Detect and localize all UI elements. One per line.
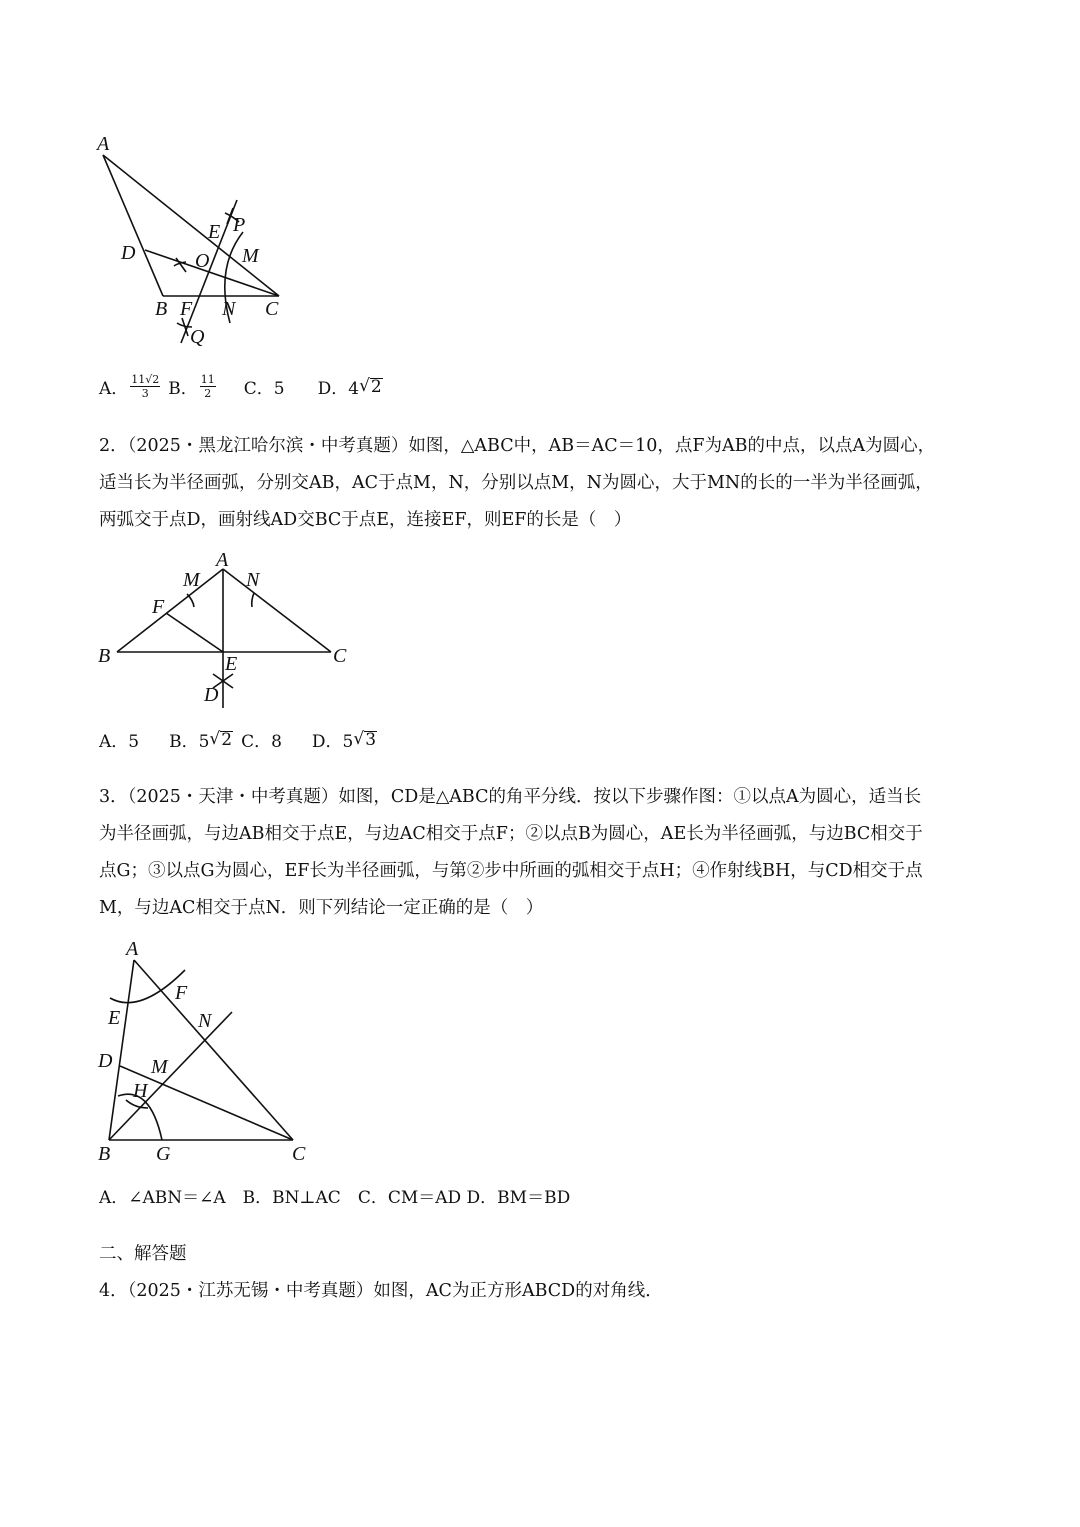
fig2-label-B: B (98, 645, 111, 667)
fig3-label-F: F (175, 982, 188, 1004)
q1-option-b-prefix: B． (168, 378, 198, 399)
section-title: 二、解答题 (99, 1244, 187, 1264)
q2-option-a: A．5 (99, 731, 140, 752)
q2-option-c: C．8 (241, 731, 282, 752)
q2-option-d-radicand: 3 (365, 729, 377, 750)
fig1-label-Q: Q (190, 326, 205, 348)
q2-option-b-prefix: B．5 (169, 731, 210, 752)
fig3-label-E: E (108, 1007, 121, 1029)
fig2-label-C: C (333, 645, 347, 667)
fig3-label-G: G (156, 1143, 171, 1165)
q2-line-2: 适当长为半径画弧，分别交AB，AC于点M，N，分别以点M，N为圆心，大于MN的长的一半为半径画弧， (99, 473, 933, 493)
q4-line-1: 4．（2025・江苏无锡・中考真题）如图，AC为正方形ABCD的对角线． (99, 1281, 663, 1301)
fig2-label-F: F (152, 596, 165, 618)
fig2-label-E: E (225, 653, 238, 675)
q3-line-3: 点G；③以点G为圆心，EF长为半径画弧，与第②步中所画的弧相交于点H；④作射线BH，与CD相交于点 (99, 861, 923, 881)
q3-line-1: 3．（2025・天津・中考真题）如图，CD是△ABC的角平分线．按以下步骤作图：①以点A为圆心，适当长 (99, 787, 922, 807)
q1-option-b-numerator: 11 (200, 372, 215, 386)
fig1-label-C: C (265, 298, 279, 320)
fig3-label-B: B (98, 1143, 111, 1165)
q3-line-4: M，与边AC相交于点N．则下列结论一定正确的是（ ） (99, 898, 544, 918)
q2-line-3: 两弧交于点D，画射线AD交BC于点E，连接EF，则EF的长是（ ） (99, 510, 632, 530)
fig1-label-O: O (195, 250, 210, 272)
q3-options (99, 1183, 570, 1208)
sqrt-sign: √ (359, 376, 370, 396)
sqrt-sign: √ (209, 729, 221, 749)
q3-line-2: 为半径画弧，与边AB相交于点E，与边AC相交于点F；②以点B为圆心，AE长为半径画弧，与边BC相交于 (99, 824, 923, 844)
fig1-label-M: M (242, 245, 259, 267)
fig1-label-F: F (180, 298, 193, 320)
q1-option-c: C．5 (243, 378, 285, 399)
q2-option-d-prefix: D．5 (311, 731, 354, 752)
fig2-label-M: M (183, 569, 200, 591)
fig1-label-D: D (121, 242, 136, 264)
q2-line-1: 2．（2025・黑龙江哈尔滨・中考真题）如图，△ABC中，AB＝AC＝10，点F为AB的中点，以点A为圆心， (99, 436, 936, 456)
q1-option-b-denominator: 2 (204, 386, 212, 400)
fig3-label-H: H (133, 1080, 148, 1102)
fig1-label-P: P (233, 214, 246, 236)
fig3-label-N: N (198, 1010, 212, 1032)
question-4 (99, 1273, 1019, 1310)
fig3-label-M: M (151, 1056, 168, 1078)
fig1-label-A: A (97, 133, 110, 155)
fig2-label-N: N (246, 569, 260, 591)
fig3-label-C: C (292, 1143, 306, 1165)
q2-option-b-radicand: 2 (221, 729, 233, 750)
fig1-label-N: N (222, 298, 236, 320)
fig1-label-B: B (155, 298, 168, 320)
q1-option-a-prefix: A． (99, 378, 129, 399)
fig3-label-D: D (98, 1050, 113, 1072)
fig1-label-E: E (208, 221, 221, 243)
q1-option-a-denominator: 3 (141, 386, 149, 400)
fig2-label-D: D (204, 684, 219, 706)
fig3-label-A: A (126, 938, 139, 960)
fig2-label-A: A (216, 549, 229, 571)
q1-option-d-prefix: D．4 (317, 378, 360, 399)
q1-option-d-radicand: 2 (370, 376, 382, 397)
sqrt-sign: √ (353, 729, 365, 749)
q3-options-text: A．∠ABN＝∠A B．BN⊥AC C．CM＝AD D．BM＝BD (99, 1188, 571, 1208)
q1-option-a-numerator: 11√2 (131, 372, 160, 386)
